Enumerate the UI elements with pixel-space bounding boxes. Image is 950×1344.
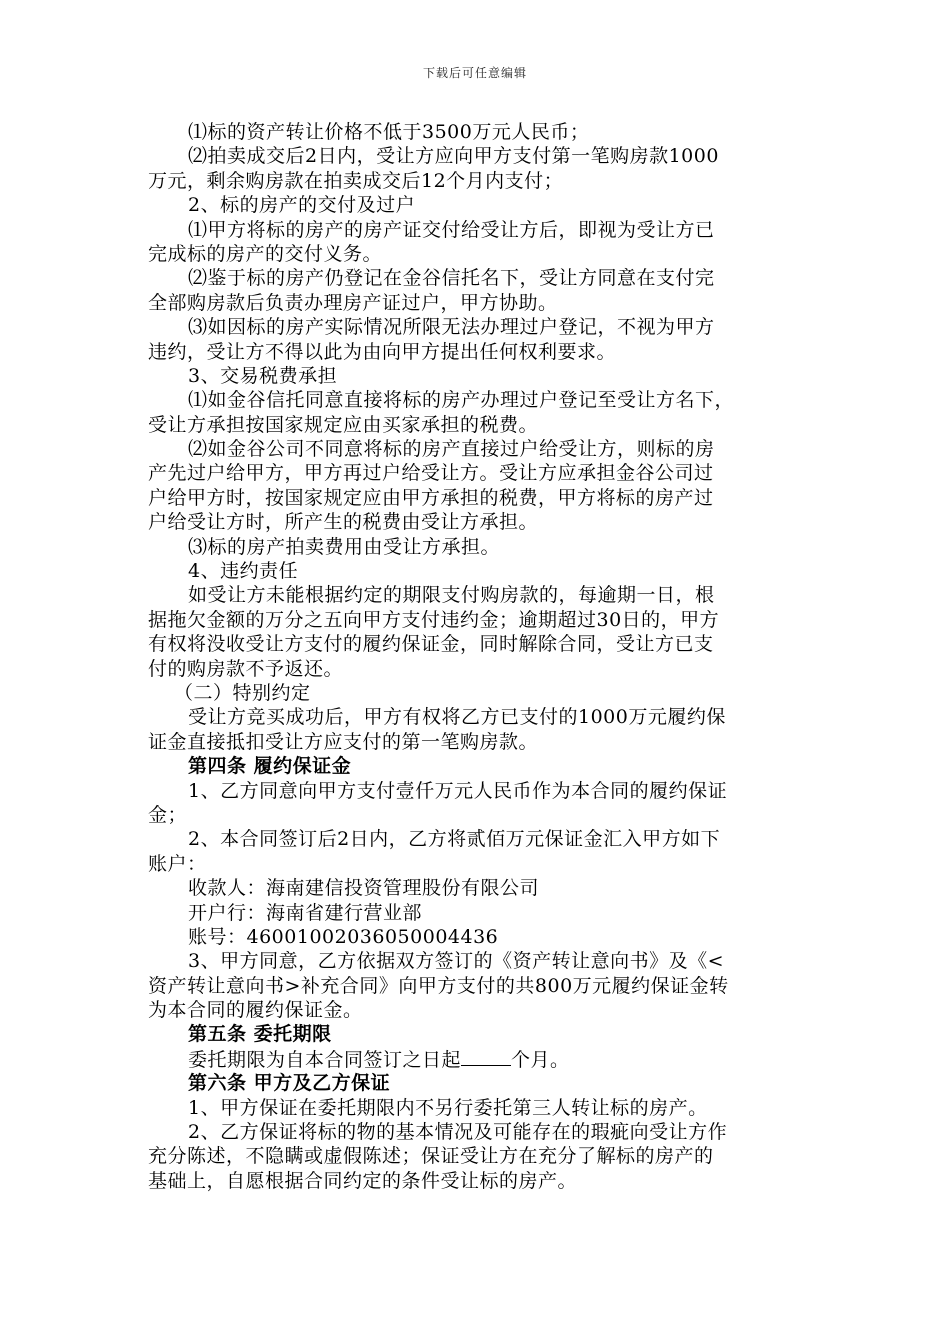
paragraph-line: 万元，剩余购房款在拍卖成交后12个月内支付； [148,169,564,192]
paragraph-line: ⑶标的房产拍卖费用由受让方承担。 [188,535,501,558]
document-body [148,120,808,1193]
paragraph-line: 2、标的房产的交付及过户 [188,194,416,217]
page-header: 下载后可任意编辑 [422,66,527,80]
paragraph-line: 完成标的房产的交付义务。 [148,242,383,265]
section-heading: 第四条 履约保证金 [188,755,352,778]
paragraph-line: 付的购房款不予返还。 [148,657,344,680]
paragraph-line: ⑴如金谷信托同意直接将标的房产办理过户登记至受让方名下， [188,389,735,412]
paragraph-line: ⑴甲方将标的房产的房产证交付给受让方后，即视为受让方已 [188,218,715,241]
paragraph-line: 受让方竞买成功后，甲方有权将乙方已支付的1000万元履约保 [188,706,726,729]
fill-in-blank [461,1047,511,1066]
paragraph-line: 户给甲方时，按国家规定应由甲方承担的税费，甲方将标的房产过 [148,486,714,509]
paragraph-line [148,1047,808,1071]
paragraph-line: 产先过户给甲方，甲方再过户给受让方。受让方应承担金谷公司过 [148,462,714,485]
paragraph-line: ⑴标的资产转让价格不低于3500万元人民币； [188,121,590,143]
paragraph-line: 如受让方未能根据约定的期限支付购房款的，每逾期一日，根 [188,584,715,607]
paragraph-line: ⑵鉴于标的房产仍登记在金谷信托名下，受让方同意在支付完 [188,267,715,290]
paragraph-line: 为本合同的履约保证金。 [148,999,363,1022]
paragraph-line: 资产转让意向书>补充合同》向甲方支付的共800万元履约保证金转 [148,974,729,997]
paragraph-line: 据拖欠金额的万分之五向甲方支付违约金；逾期超过30日的，甲方 [148,608,720,631]
paragraph-line: 基础上，自愿根据合同约定的条件受让标的房产。 [148,1169,578,1192]
line-text-after-blank: 个月。 [511,1048,570,1071]
paragraph-line: 违约，受让方不得以此为由向甲方提出任何权利要求。 [148,340,617,363]
paragraph-line: 户给受让方时，所产生的税费由受让方承担。 [148,511,539,534]
paragraph-line: 1、乙方同意向甲方支付壹仟万元人民币作为本合同的履约保证 [188,779,728,802]
paragraph-line: 充分陈述，不隐瞒或虚假陈述；保证受让方在充分了解标的房产的 [148,1145,714,1168]
section-heading: 第五条 委托期限 [188,1023,332,1046]
paragraph-line: 金； [148,803,188,826]
paragraph-line: 有权将没收受让方支付的履约保证金，同时解除合同，受让方已支 [148,633,714,656]
paragraph-line: 4、违约责任 [188,560,299,583]
section-heading: 第六条 甲方及乙方保证 [188,1072,391,1095]
paragraph-line: 证金直接抵扣受让方应支付的第一笔购房款。 [148,730,539,753]
paragraph-line: ⑵拍卖成交后2日内，受让方应向甲方支付第一笔购房款1000 [188,145,719,168]
paragraph-line: 受让方承担按国家规定应由买家承担的税费。 [148,413,539,436]
paragraph-line: 全部购房款后负责办理房产证过户，甲方协助。 [148,291,558,314]
paragraph-line: （二）特别约定 [174,681,311,704]
paragraph-line: 1、甲方保证在委托期限内不另行委托第三人转让标的房产。 [188,1096,708,1119]
paragraph-line: 收款人：海南建信投资管理股份有限公司 [188,877,540,900]
paragraph-line: 开户行：海南省建行营业部 [188,901,423,924]
line-text-before-blank: 委托期限为自本合同签订之日起 [188,1048,462,1071]
paragraph-line: 2、乙方保证将标的物的基本情况及可能存在的瑕疵向受让方作 [188,1121,728,1144]
paragraph-line: 账户： [148,852,207,875]
paragraph-line: 账号：46001002036050004436 [188,925,499,948]
paragraph-line: 3、甲方同意，乙方依据双方签订的《资产转让意向书》及《< [188,950,725,973]
paragraph-line: ⑵如金谷公司不同意将标的房产直接过户给受让方，则标的房 [188,438,715,461]
paragraph-line: ⑶如因标的房产实际情况所限无法办理过户登记，不视为甲方 [188,316,715,339]
paragraph-line: 2、本合同签订后2日内，乙方将贰佰万元保证金汇入甲方如下 [188,828,721,851]
paragraph-line: 3、交易税费承担 [188,364,338,387]
